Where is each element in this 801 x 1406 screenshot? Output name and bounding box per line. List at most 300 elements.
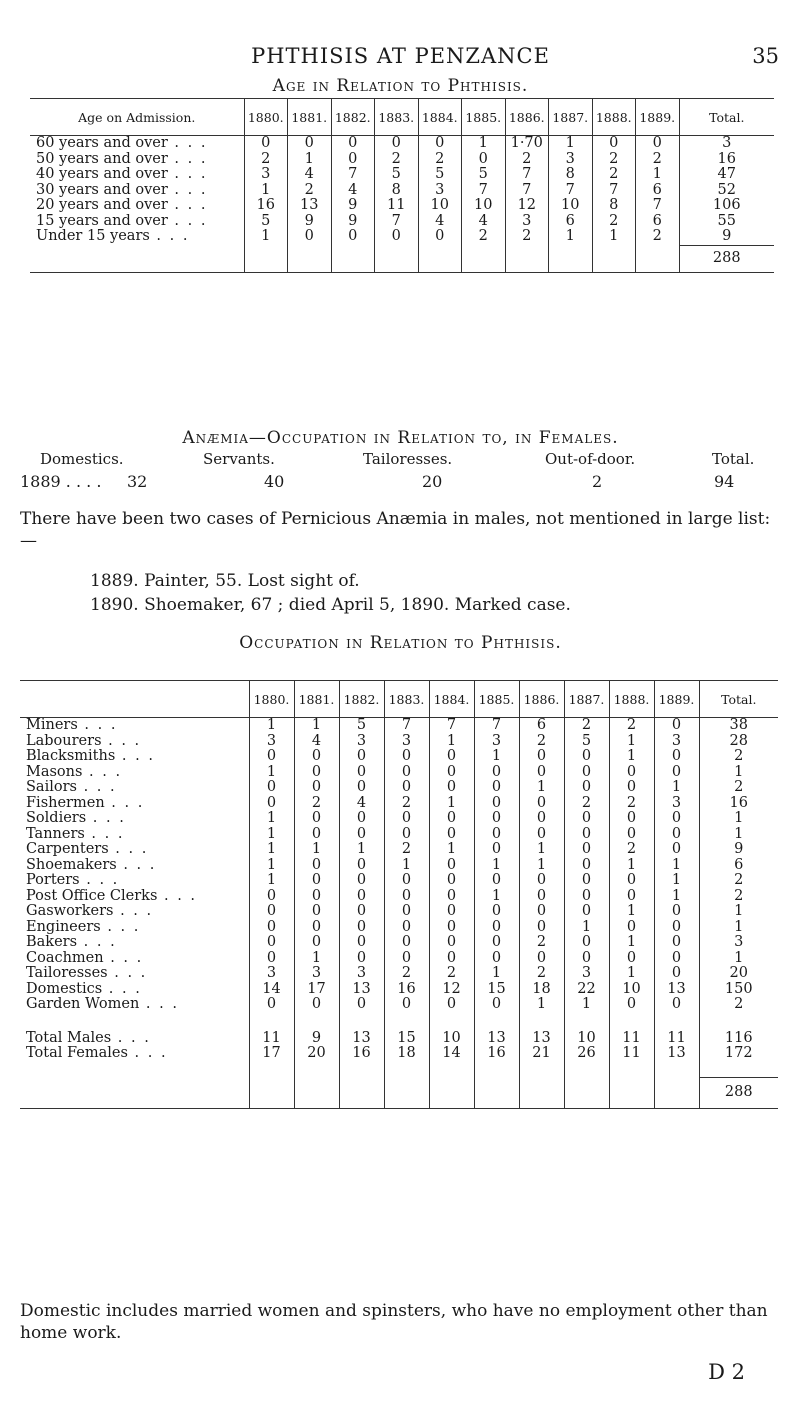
age-row-label-text: 30 years and over (36, 181, 168, 198)
occupation-row-label-text: Labourers (26, 732, 102, 749)
value-cell: 0 (249, 889, 294, 905)
blank-cell (654, 1078, 699, 1109)
age-row (30, 152, 774, 168)
value-cell: 1 (609, 749, 654, 765)
value-cell: 3 (505, 214, 549, 230)
occupation-total-label-text: Total Males (26, 1029, 112, 1046)
spacer-cell (294, 1013, 339, 1031)
value-cell: 0 (519, 889, 564, 905)
occupation-row-label (20, 765, 249, 781)
value-cell: 0 (249, 780, 294, 796)
value-cell: 1 (384, 858, 429, 874)
occupation-row (20, 811, 778, 827)
total-cell: 2 (699, 780, 778, 796)
total-header: Total. (679, 99, 774, 136)
age-row (30, 214, 774, 230)
value-cell: 0 (339, 904, 384, 920)
value-cell: 7 (462, 183, 506, 199)
year-header: 1888. (592, 99, 636, 136)
value-cell: 2 (636, 229, 680, 245)
value-cell: 2 (505, 152, 549, 168)
value-cell: 13 (654, 982, 699, 998)
occupation-row-label (20, 889, 249, 905)
year-header: 1885. (462, 99, 506, 136)
value-cell: 1 (249, 811, 294, 827)
value-cell: 11 (375, 198, 419, 214)
value-cell: 0 (609, 827, 654, 843)
grand-total-label (20, 1062, 249, 1078)
value-cell: 0 (384, 997, 429, 1013)
blank-cell (519, 1062, 564, 1078)
occupation-row-label (20, 780, 249, 796)
age-row-label (30, 136, 244, 152)
value-cell: 2 (384, 796, 429, 812)
grand-total-row (20, 1078, 778, 1109)
value-cell: 7 (636, 198, 680, 214)
value-cell: 3 (654, 734, 699, 750)
value-cell: 10 (462, 198, 506, 214)
occupation-row (20, 935, 778, 951)
spacer-cell (609, 1013, 654, 1031)
value-cell: 2 (592, 167, 636, 183)
value-cell: 3 (384, 734, 429, 750)
occupation-row-label (20, 842, 249, 858)
occupation-row-label (20, 935, 249, 951)
value-cell: 1 (294, 951, 339, 967)
value-cell: 3 (244, 167, 288, 183)
value-cell: 20 (294, 1046, 339, 1062)
value-cell: 15 (474, 982, 519, 998)
total-cell: 2 (699, 997, 778, 1013)
value-cell: 0 (474, 842, 519, 858)
value-cell: 0 (294, 889, 339, 905)
anaemia-total-value: 94 (714, 472, 735, 491)
leader-dots: . . . (167, 212, 208, 229)
value-cell: 1 (549, 229, 593, 245)
occupation-row-label-text: Gasworkers (26, 903, 114, 919)
occupation-row (20, 858, 778, 874)
page-number: 35 (752, 44, 779, 68)
value-cell: 17 (294, 982, 339, 998)
occupation-row (20, 796, 778, 812)
value-cell: 26 (564, 1046, 609, 1062)
blank-cell (244, 245, 288, 272)
value-cell: 0 (249, 749, 294, 765)
value-cell: 0 (474, 765, 519, 781)
value-cell: 4 (288, 167, 332, 183)
leader-dots: . . . (113, 903, 154, 919)
value-cell: 2 (636, 152, 680, 168)
value-cell: 0 (474, 796, 519, 812)
blank-cell (564, 1078, 609, 1109)
value-cell: 2 (384, 842, 429, 858)
value-cell: 0 (294, 873, 339, 889)
value-cell: 0 (384, 920, 429, 936)
value-cell: 0 (519, 873, 564, 889)
blank-cell (429, 1078, 474, 1109)
blank-cell (609, 1062, 654, 1078)
value-cell: 13 (519, 1031, 564, 1047)
leader-dots: . . . (127, 1045, 168, 1061)
spacer-cell (699, 1013, 778, 1031)
signature-mark: D 2 (708, 1360, 745, 1384)
value-cell: 0 (474, 935, 519, 951)
total-cell: 3 (699, 935, 778, 951)
value-cell: 0 (429, 811, 474, 827)
year-header: 1882. (339, 681, 384, 718)
value-cell: 0 (249, 904, 294, 920)
value-cell: 9 (294, 1031, 339, 1047)
value-cell: 1 (564, 920, 609, 936)
leader-dots: . . . (108, 841, 149, 857)
value-cell: 7 (505, 183, 549, 199)
value-cell: 0 (519, 920, 564, 936)
value-cell: 13 (339, 982, 384, 998)
year-header: 1884. (429, 681, 474, 718)
occupation-row (20, 966, 778, 982)
value-cell: 7 (331, 167, 375, 183)
blank-cell (339, 1062, 384, 1078)
value-cell: 14 (249, 982, 294, 998)
value-cell: 0 (429, 904, 474, 920)
year-header: 1888. (609, 681, 654, 718)
blank-cell (462, 245, 506, 272)
value-cell: 0 (339, 997, 384, 1013)
value-cell: 1 (654, 858, 699, 874)
value-cell: 0 (429, 951, 474, 967)
value-cell: 1 (244, 183, 288, 199)
total-cell: 20 (699, 966, 778, 982)
value-cell: 0 (519, 951, 564, 967)
occupation-row-label (20, 796, 249, 812)
value-cell: 1 (564, 997, 609, 1013)
value-cell: 1 (474, 889, 519, 905)
pernicious-case-2: 1890. Shoemaker, 67 ; died April 5, 1890. Marked case. (90, 595, 571, 615)
value-cell: 10 (549, 198, 593, 214)
occupation-row-label (20, 749, 249, 765)
occupation-row (20, 951, 778, 967)
value-cell: 2 (519, 935, 564, 951)
year-header: 1887. (549, 99, 593, 136)
occupation-total-label (20, 1046, 249, 1062)
blank-cell (636, 245, 680, 272)
spacer-cell (339, 1013, 384, 1031)
total-cell: 2 (699, 749, 778, 765)
value-cell: 13 (654, 1046, 699, 1062)
value-cell: 0 (564, 951, 609, 967)
value-cell: 5 (339, 718, 384, 734)
value-cell: 2 (375, 152, 419, 168)
value-cell: 0 (654, 966, 699, 982)
occupation-row-label-text: Tanners (26, 825, 85, 842)
value-cell: 0 (339, 780, 384, 796)
age-table-header-row (30, 99, 774, 136)
year-header: 1889. (636, 99, 680, 136)
value-cell: 14 (429, 1046, 474, 1062)
age-table (30, 98, 774, 273)
value-cell: 0 (564, 935, 609, 951)
value-cell: 1 (249, 873, 294, 889)
leader-dots: . . . (139, 996, 179, 1012)
blank-cell (249, 1078, 294, 1109)
value-cell: 4 (418, 214, 462, 230)
occupation-total-row (20, 1046, 778, 1062)
blank-cell (418, 245, 462, 272)
value-cell: 0 (564, 827, 609, 843)
spacer-cell (20, 1013, 249, 1031)
value-cell: 0 (654, 935, 699, 951)
anaemia-row-label: 1889 . . . . (20, 472, 102, 491)
value-cell: 1 (654, 780, 699, 796)
value-cell: 0 (339, 920, 384, 936)
grand-total-value: 288 (679, 245, 774, 272)
value-cell: 0 (654, 920, 699, 936)
grand-total-label (20, 1078, 249, 1109)
value-cell: 0 (564, 811, 609, 827)
total-cell: 9 (679, 229, 774, 245)
leader-dots: . . . (167, 197, 208, 213)
leader-dots: . . . (100, 918, 141, 935)
value-cell: 0 (609, 780, 654, 796)
value-cell: 2 (462, 229, 506, 245)
year-header: 1885. (474, 681, 519, 718)
value-cell: 6 (519, 718, 564, 734)
value-cell: 7 (592, 183, 636, 199)
year-header: 1880. (249, 681, 294, 718)
anaemia-header-servants: Servants. (203, 450, 275, 468)
value-cell: 5 (462, 167, 506, 183)
value-cell: 1 (288, 152, 332, 168)
age-row-label-text: 60 years and over (36, 135, 168, 151)
age-row (30, 167, 774, 183)
blank-cell (592, 245, 636, 272)
spacer-cell (249, 1013, 294, 1031)
leader-dots: . . . (82, 763, 123, 780)
value-cell: 0 (474, 920, 519, 936)
value-cell: 1 (429, 734, 474, 750)
value-cell: 0 (564, 873, 609, 889)
age-row-label (30, 152, 244, 168)
value-cell: 6 (636, 183, 680, 199)
occupation-table (20, 680, 778, 1109)
value-cell: 0 (339, 765, 384, 781)
value-cell: 2 (609, 796, 654, 812)
value-cell: 1 (474, 749, 519, 765)
value-cell: 0 (609, 873, 654, 889)
value-cell: 16 (244, 198, 288, 214)
value-cell: 16 (384, 982, 429, 998)
age-row (30, 183, 774, 199)
value-cell: 1 (654, 873, 699, 889)
age-row-label (30, 167, 244, 183)
value-cell: 9 (331, 214, 375, 230)
value-cell: 1 (609, 858, 654, 874)
value-cell: 11 (609, 1046, 654, 1062)
value-cell: 0 (288, 136, 332, 152)
blank-cell (505, 245, 549, 272)
total-cell: 16 (679, 152, 774, 168)
leader-dots: . . . (167, 166, 208, 182)
leader-dots: . . . (101, 732, 142, 749)
value-cell: 0 (429, 920, 474, 936)
value-cell: 0 (294, 935, 339, 951)
value-cell: 0 (331, 152, 375, 168)
value-cell: 3 (654, 796, 699, 812)
occupation-row-label (20, 858, 249, 874)
value-cell: 1 (636, 167, 680, 183)
age-row (30, 198, 774, 214)
value-cell: 0 (654, 811, 699, 827)
value-cell: 7 (549, 183, 593, 199)
occupation-row-label-text: Domestics (26, 980, 103, 997)
value-cell: 0 (418, 136, 462, 152)
occupation-row (20, 780, 778, 796)
value-cell: 0 (654, 997, 699, 1013)
value-cell: 11 (249, 1031, 294, 1047)
footnote: Domestic includes married women and spinsters, who have no employment other than home work. (20, 1301, 768, 1343)
value-cell: 2 (564, 718, 609, 734)
total-cell: 1 (699, 765, 778, 781)
leader-dots: . . . (115, 748, 155, 764)
value-cell: 10 (564, 1031, 609, 1047)
anaemia-tailoresses-value: 20 (422, 472, 443, 491)
value-cell: 3 (249, 966, 294, 982)
spacer-cell (429, 1013, 474, 1031)
value-cell: 4 (462, 214, 506, 230)
value-cell: 0 (288, 229, 332, 245)
value-cell: 5 (244, 214, 288, 230)
occupation-row-label (20, 718, 249, 734)
total-cell: 106 (679, 198, 774, 214)
value-cell: 1 (249, 765, 294, 781)
blank-cell (519, 1078, 564, 1109)
blank-cell (549, 245, 593, 272)
value-cell: 11 (654, 1031, 699, 1047)
value-cell: 13 (288, 198, 332, 214)
occupation-row (20, 982, 778, 998)
anaemia-caption: Anæmia—Occupation in Relation to, in Females. (182, 428, 619, 448)
value-cell: 0 (331, 136, 375, 152)
value-cell: 0 (339, 811, 384, 827)
value-cell: 0 (564, 842, 609, 858)
value-cell: 6 (549, 214, 593, 230)
value-cell: 3 (564, 966, 609, 982)
value-cell: 10 (429, 1031, 474, 1047)
value-cell: 0 (294, 904, 339, 920)
occupation-row (20, 718, 778, 734)
value-cell: 1 (249, 842, 294, 858)
spacer-cell (654, 1013, 699, 1031)
grand-total-label (30, 245, 244, 272)
spacer-cell (474, 1013, 519, 1031)
value-cell: 0 (384, 889, 429, 905)
leader-dots: . . . (149, 228, 190, 245)
blank-cell (474, 1078, 519, 1109)
value-cell: 3 (549, 152, 593, 168)
value-cell: 0 (249, 997, 294, 1013)
value-cell: 8 (375, 183, 419, 199)
value-cell: 0 (519, 749, 564, 765)
value-cell: 10 (418, 198, 462, 214)
year-header: 1886. (519, 681, 564, 718)
value-cell: 2 (609, 718, 654, 734)
running-title: PHTHISIS AT PENZANCE (251, 44, 550, 68)
blank-cell (331, 245, 375, 272)
year-header: 1889. (654, 681, 699, 718)
age-row-label-text: 20 years and over (36, 197, 168, 213)
occupation-row-label-text: Garden Women (26, 996, 140, 1012)
blank-cell (654, 1062, 699, 1078)
year-header: 1887. (564, 681, 609, 718)
value-cell: 0 (564, 765, 609, 781)
value-cell: 0 (519, 904, 564, 920)
value-cell: 0 (339, 827, 384, 843)
occupation-row-label-text: Soldiers (26, 810, 87, 826)
value-cell: 0 (244, 136, 288, 152)
value-cell: 1 (549, 136, 593, 152)
occupation-row-label-text: Post Office Clerks (26, 887, 158, 904)
occupation-row (20, 749, 778, 765)
occupation-row-label-text: Shoemakers (26, 856, 117, 873)
occupation-row-label-text: Engineers (26, 918, 101, 935)
value-cell: 2 (592, 152, 636, 168)
leader-dots: . . . (84, 825, 125, 842)
value-cell: 0 (609, 997, 654, 1013)
value-cell: 0 (609, 765, 654, 781)
occupation-row (20, 842, 778, 858)
age-row-label-text: 40 years and over (36, 166, 168, 182)
value-cell: 0 (384, 873, 429, 889)
blank-cell (609, 1078, 654, 1109)
value-cell: 0 (519, 827, 564, 843)
occupation-row-label (20, 966, 249, 982)
value-cell: 1 (244, 229, 288, 245)
value-cell: 3 (474, 734, 519, 750)
value-cell: 0 (429, 889, 474, 905)
value-cell: 3 (418, 183, 462, 199)
blank-cell (699, 1062, 778, 1078)
occupation-total-label (20, 1031, 249, 1047)
leader-dots: . . . (111, 1029, 151, 1046)
leader-dots: . . . (167, 150, 208, 167)
spacer-cell (564, 1013, 609, 1031)
value-cell: 0 (609, 920, 654, 936)
occupation-row-label (20, 873, 249, 889)
value-cell: 0 (654, 842, 699, 858)
value-cell: 1 (519, 780, 564, 796)
occupation-row-label-text: Blacksmiths (26, 748, 116, 764)
value-cell: 0 (564, 904, 609, 920)
occupation-row-label (20, 951, 249, 967)
total-cell: 6 (699, 858, 778, 874)
value-cell: 0 (384, 780, 429, 796)
value-cell: 4 (331, 183, 375, 199)
leader-dots: . . . (167, 135, 208, 151)
total-cell: 2 (699, 889, 778, 905)
value-cell: 0 (384, 811, 429, 827)
value-cell: 0 (429, 765, 474, 781)
value-cell: 0 (429, 858, 474, 874)
occupation-row (20, 920, 778, 936)
value-cell: 8 (549, 167, 593, 183)
occupation-total-row (20, 1031, 778, 1047)
leader-dots: . . . (107, 965, 148, 981)
total-cell: 150 (699, 982, 778, 998)
value-cell: 1 (609, 966, 654, 982)
occupation-table-body (20, 718, 778, 1109)
value-cell: 0 (519, 765, 564, 781)
occupation-row-label (20, 904, 249, 920)
